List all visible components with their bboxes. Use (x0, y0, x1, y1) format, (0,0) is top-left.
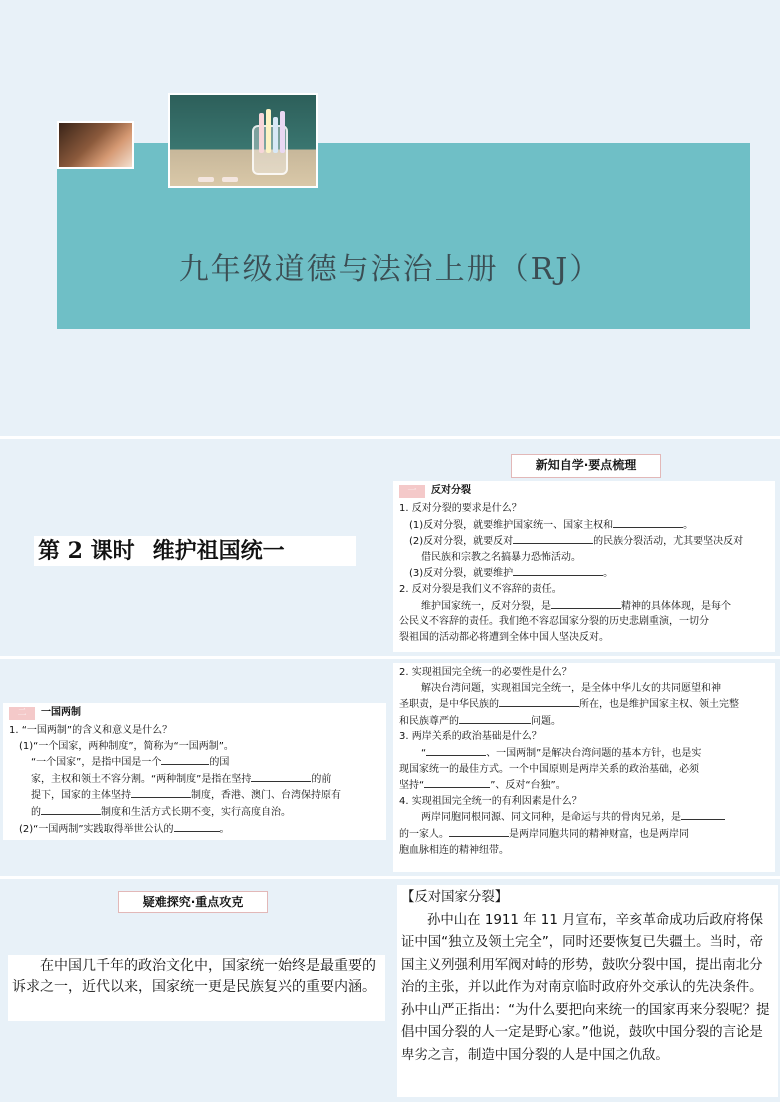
answer-line: 的 制度和生活方式长期不变，实行高度自治。 (9, 804, 380, 821)
chalk-icon (222, 177, 238, 182)
fill-blank[interactable] (513, 565, 603, 576)
answer-line: 和民族尊严的 问题。 (399, 713, 769, 730)
title-banner (57, 143, 750, 329)
chalk-icon (266, 109, 271, 153)
answer-line: 现国家统一的最佳方式。一个中国原则是两岸关系的政治基础，必须 (399, 763, 699, 775)
fill-blank[interactable] (424, 777, 490, 788)
answer-line: 家，主权和领土不容分割。“两种制度”是指在坚持 的前 (9, 771, 380, 788)
fill-blank[interactable] (161, 754, 209, 765)
chalk-icon (280, 111, 285, 153)
answer-line: 胞血脉相连的精神纽带。 (399, 844, 509, 856)
page-title: 九年级道德与法治上册（RJ） (178, 252, 602, 287)
fill-blank[interactable] (681, 809, 725, 820)
intro-paragraph: 在中国几千年的政治文化中，国家统一始终是最重要的诉求之一，近代以来，国家统一更是民族复兴的重要内涵。 (8, 955, 385, 1021)
worksheet-one-country-two-systems (3, 703, 386, 840)
answer-line: “一个国家”，是指中国是一个 的国 (9, 754, 380, 771)
lesson-title (34, 536, 356, 566)
section-tag: 新知自学·要点梳理 (511, 454, 661, 478)
answer-line: 裂祖国的活动都必将遭到全体中国人坚决反对。 (399, 631, 609, 643)
answer-line: (1)“一个国家，两种制度”，简称为“一国两制”。 (19, 740, 234, 752)
story-text: 孙中山在 1911 年 11 月宣布，辛亥革命成功后政府将保证中国“独立及领土完全”，同时还要恢复已失疆土。当时，帝国主义列强利用军阀对峙的形势，鼓吹分裂中国，提出南北分治的主张，并以此作为对南京临时政府外交承认的先决条件。孙中山严正指出：“为什么要把向来统一的国家再来分裂呢？提倡中国分裂的人一定是野心家。”他说，鼓吹中国分裂的言论是卑劣之言，制造中国分裂的人是中国之仇敌。 (401, 912, 770, 1063)
question: 4. 实现祖国完全统一的有利因素是什么？ (399, 795, 582, 807)
section-tag: 疑难探究·重点攻克 (118, 891, 268, 913)
answer-line: 维护国家统一，反对分裂，是 精神的具体体现，是每个 (399, 598, 769, 615)
answer-line: 的一家人。 是两岸同胞共同的精神财富，也是两岸同 (399, 826, 769, 843)
answer-line: 借民族和宗教之名搞暴力恐怖活动。 (421, 551, 581, 563)
story-passage (397, 885, 778, 1097)
chalk-icon (198, 177, 214, 182)
section-label: 反对分裂 (431, 485, 471, 497)
question: 3. 两岸关系的政治基础是什么？ (399, 731, 542, 743)
section-heading (9, 705, 380, 721)
fill-blank[interactable] (426, 745, 486, 756)
lesson-number: 第 2 课时 (38, 538, 135, 564)
answer-line: 圣职责，是中华民族的 所在，也是维护国家主权、领土完整 (399, 696, 769, 713)
fill-blank[interactable] (499, 696, 579, 707)
lesson-name: 维护祖国统一 (152, 538, 285, 564)
fill-blank[interactable] (131, 787, 191, 798)
fill-blank[interactable] (513, 533, 593, 544)
answer-line: (1)反对分裂，就要维护国家统一、国家主权和 。 (399, 517, 769, 534)
answer-line: 坚持“ ”、反对“台独”。 (399, 777, 769, 794)
answer-line: (2)反对分裂，就要反对 的民族分裂活动，尤其要坚决反对 (399, 533, 769, 550)
fill-blank[interactable] (613, 517, 683, 528)
chalk-icon (273, 117, 278, 153)
section-number: 二 (9, 707, 35, 720)
jar-icon (252, 125, 288, 175)
worksheet-reunification (393, 663, 775, 872)
section-number: 一 (399, 485, 425, 498)
answer-line: 提下，国家的主体坚持 制度，香港、澳门、台湾保持原有 (9, 787, 380, 804)
worksheet-oppose-split (393, 481, 775, 652)
question: 1. “一国两制”的含义和意义是什么？ (9, 725, 173, 736)
fill-blank[interactable] (459, 713, 531, 724)
question: 1. 反对分裂的要求是什么？ (399, 503, 522, 514)
chalk-jar-photo (168, 93, 318, 188)
student-writing-photo (57, 121, 134, 169)
answer-line: 两岸同胞同根同源、同文同种，是命运与共的骨肉兄弟，是 (399, 809, 769, 826)
fill-blank[interactable] (174, 821, 220, 832)
answer-line: (2)“一国两制”实践取得举世公认的 。 (9, 821, 380, 838)
story-heading: 【反对国家分裂】 (401, 890, 509, 905)
fill-blank[interactable] (41, 804, 101, 815)
fill-blank[interactable] (251, 771, 311, 782)
question: 2. 实现祖国完全统一的必要性是什么？ (399, 667, 572, 678)
answer-line: 公民义不容辞的责任。我们绝不容忍国家分裂的历史悲剧重演，一切分 (399, 616, 709, 628)
section-label: 一国两制 (41, 707, 81, 719)
fill-blank[interactable] (449, 826, 509, 837)
section-heading (399, 483, 769, 499)
fill-blank[interactable] (551, 598, 621, 609)
answer-line: “ 、一国两制”是解决台湾问题的基本方针，也是实 (399, 745, 769, 762)
question: 2. 反对分裂是我们义不容辞的责任。 (399, 583, 562, 595)
chalk-icon (259, 113, 264, 153)
answer-line: (3)反对分裂，就要维护 。 (399, 565, 769, 582)
answer-line: 解决台湾问题，实现祖国完全统一，是全体中华儿女的共同愿望和神 (421, 682, 721, 694)
